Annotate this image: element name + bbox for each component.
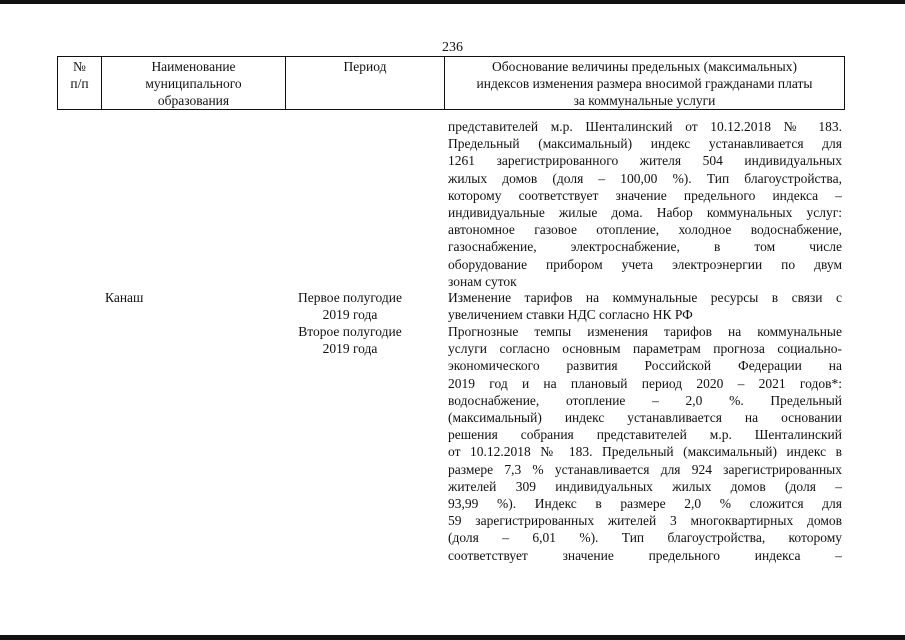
header-justification-line-3: за коммунальные услуги [573,93,716,108]
text-line: увеличением ставки НДС согласно НК РФ [448,307,693,323]
justification-second-half [448,323,842,564]
text-line: размере 7,3 % устанавливается для 924 зарегистрированных [448,461,842,477]
text-line: газоснабжение, электроснабжение, в том числе [448,239,842,255]
period-second-half [290,323,410,357]
top-border [0,0,905,4]
text-line: Изменение тарифов на коммунальные ресурсы в связи с [448,290,842,305]
header-justification-line-1: Обоснование величины предельных (максимальных) [492,59,797,74]
header-cell-municipality [102,57,286,109]
header-number-line-1: № [73,59,86,74]
header-number-line-2: п/п [70,76,89,91]
page-number: 236 [442,40,463,55]
period-first-half-line-1: Первое полугодие [298,290,402,305]
text-line: жилых домов (доля – 100,00 %). Тип благоустройства, [448,170,842,186]
text-line: (максимальный) индекс устанавливается на основании [448,410,842,426]
text-line: экономического развития Российской Федерации на [448,358,842,374]
text-line: от 10.12.2018 № 183. Предельный (максимальный) индекс в [448,444,842,460]
header-period-line-1: Период [343,59,387,74]
text-line: которому соответствует значение предельного индекса – [448,187,842,203]
text-line: (доля – 6,01 %). Тип благоустройства, которому [448,530,842,546]
text-line: индивидуальные жилые дома. Набор коммунальных услуг: [448,205,842,221]
header-municipality-line-1: Наименование [151,59,236,74]
justification-first-half [448,289,842,323]
text-line: водоснабжение, отопление – 2,0 %. Предельный [448,392,842,408]
municipality-name: Канаш [105,290,144,305]
text-line: услуги согласно основным параметрам прогноза социально- [448,341,842,357]
text-line: 2019 год и на плановый период 2020 – 2021 годов*: [448,375,842,391]
period-first-half [290,289,410,323]
bottom-border [0,635,905,640]
text-line: представителей м.р. Шенталинский от 10.12.2018 № 183. [448,119,842,134]
header-cell-justification [445,57,844,109]
text-line: Предельный (максимальный) индекс устанавливается для [448,136,842,152]
text-line: 59 зарегистрированных жителей 3 многоквартирных домов [448,513,842,529]
period-second-half-line-1: Второе полугодие [298,324,402,339]
text-line: решения собрания представителей м.р. Шенталинский [448,427,842,443]
text-line: Прогнозные темпы изменения тарифов на коммунальные [448,324,842,339]
text-line: зонам суток [448,273,517,289]
header-justification-line-2: индексов изменения размера вносимой гражданами платы [476,76,813,91]
table-header [57,56,845,110]
text-line: 93,99 %). Индекс в размере 2,0 % сложится для [448,496,842,512]
text-line: соответствует значение предельного индекса – [448,547,842,563]
continuation-text [448,118,842,290]
period-first-half-line-2: 2019 года [322,307,378,322]
header-municipality-line-2: муниципального [145,76,242,91]
header-cell-number [58,57,102,109]
text-line: жителей 309 индивидуальных жилых домов (доля – [448,478,842,494]
text-line: автономное газовое отопление, холодное водоснабжение, [448,222,842,238]
text-line: оборудование прибором учета электроэнергии по двум [448,256,842,272]
header-municipality-line-3: образования [157,93,230,108]
header-cell-period [286,57,445,109]
text-line: 1261 зарегистрированного жителя 504 индивидуальных [448,153,842,169]
period-second-half-line-2: 2019 года [322,341,378,356]
